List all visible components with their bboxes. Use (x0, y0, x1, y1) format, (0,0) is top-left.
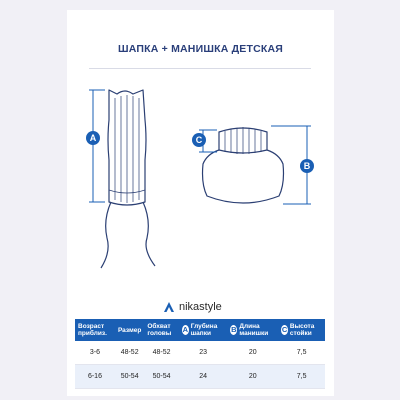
label-b: B (303, 161, 311, 171)
hat-tie-left (101, 202, 111, 268)
label-c: C (195, 135, 203, 145)
table-header-cell (227, 319, 278, 341)
table-cell: 3-6 (75, 341, 115, 365)
header-label: Глубина шапки (190, 323, 218, 337)
dickey-illustration (203, 127, 284, 203)
header-label: Возраст приблиз. (78, 323, 107, 337)
header-badge: C (281, 325, 288, 334)
header-badge: A (182, 325, 188, 334)
dickey-collar-ribs (225, 127, 261, 154)
header-label: Длина манишки (239, 323, 269, 337)
header-label: Размер (117, 326, 142, 334)
dickey-body (203, 150, 284, 203)
header-label: Высота стойки (289, 323, 315, 337)
table-header-cell (144, 319, 178, 341)
header-badge: B (231, 325, 237, 334)
title-divider (89, 68, 311, 69)
brand-mark-icon (163, 301, 175, 313)
table-header-cell (179, 319, 228, 341)
table-cell: 48-52 (144, 341, 178, 365)
table-cell: 24 (179, 365, 228, 389)
table-cell: 7,5 (278, 365, 325, 389)
size-table (75, 319, 325, 389)
hat-ribs (115, 95, 139, 203)
hat-tie-right (143, 202, 155, 266)
header-label: Обхват головы (147, 323, 172, 337)
product-drawing (67, 80, 334, 295)
table-cell: 20 (227, 341, 278, 365)
table-cell: 50-54 (144, 365, 178, 389)
table-cell: 23 (179, 341, 228, 365)
page-title: ШАПКА + МАНИШКА ДЕТСКАЯ (117, 43, 284, 55)
table-header-cell (115, 319, 144, 341)
brand-logo (163, 300, 222, 314)
hat-illustration (101, 90, 155, 268)
label-a: A (89, 133, 97, 143)
table-row (75, 341, 325, 365)
table-row (75, 365, 325, 389)
brand-name: nikastyle (179, 301, 222, 313)
table-cell: 50-54 (115, 365, 144, 389)
table-cell: 6-16 (75, 365, 115, 389)
table-cell: 7,5 (278, 341, 325, 365)
table-header-cell (75, 319, 115, 341)
table-header-row (75, 319, 325, 341)
table-cell: 20 (227, 365, 278, 389)
size-chart-card (67, 10, 334, 396)
dimension-a (89, 90, 105, 202)
table-header-cell (278, 319, 325, 341)
table-cell: 48-52 (115, 341, 144, 365)
